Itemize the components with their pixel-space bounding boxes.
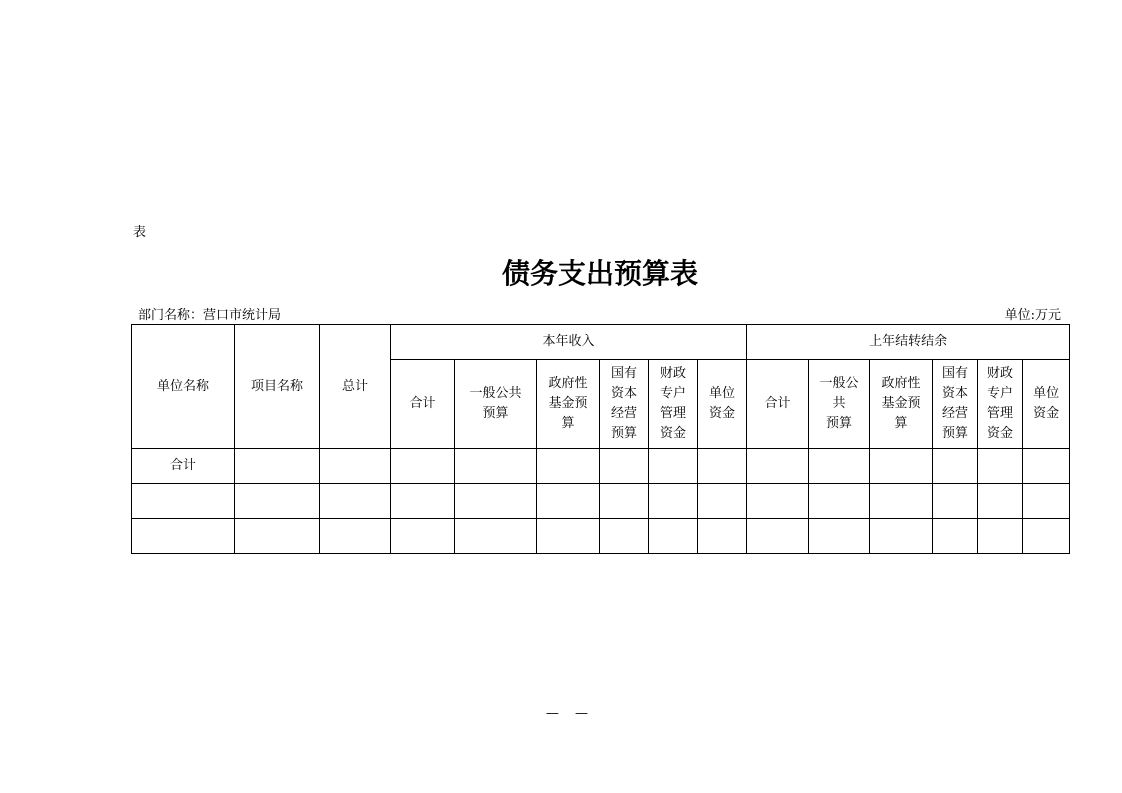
page-number-marker: — — [545,706,595,721]
table-cell [1023,519,1070,554]
table-cell [809,449,870,484]
table-cell [870,449,933,484]
sub-header-cell: 单位 资金 [698,360,747,449]
table-cell [1023,484,1070,519]
table-cell [320,519,391,554]
table-cell [698,519,747,554]
header-prior-year-carryover: 上年结转结余 [747,325,1070,360]
table-cell [809,519,870,554]
table-cell [537,519,600,554]
table-cell [235,484,320,519]
table-cell [698,449,747,484]
header-project-name: 项目名称 [235,325,320,449]
table-cell [649,484,698,519]
table-cell [978,449,1023,484]
unit-label: 单位:万元 [1004,308,1061,323]
table-cell [933,519,978,554]
sub-header-cell: 合计 [391,360,455,449]
table-cell [600,484,649,519]
table-cell [600,449,649,484]
table-cell [132,519,235,554]
page-title: 债务支出预算表 [501,257,698,290]
header-current-year-income: 本年收入 [391,325,747,360]
table-cell [455,519,537,554]
table-row [132,449,1070,484]
table-cell: 合计 [132,449,235,484]
table-cell [747,519,809,554]
table-cell [747,484,809,519]
table-cell [455,484,537,519]
table-cell [235,449,320,484]
table-cell [537,484,600,519]
table-cell [1023,449,1070,484]
table-cell [235,519,320,554]
table-cell [933,484,978,519]
sub-header-cell: 财政 专户 管理 资金 [649,360,698,449]
table-cell [870,519,933,554]
table-cell [698,484,747,519]
sub-header-cell: 一般公 共 预算 [809,360,870,449]
sub-header-cell: 政府性 基金预 算 [870,360,933,449]
corner-label: 表 [133,225,147,240]
table-cell [649,449,698,484]
sub-header-cell: 单位 资金 [1023,360,1070,449]
table-cell [933,449,978,484]
sub-header-cell: 国有 资本 经营 预算 [933,360,978,449]
table-cell [870,484,933,519]
table-cell [809,484,870,519]
table-cell [978,519,1023,554]
sub-header-cell: 一般公共 预算 [455,360,537,449]
table-cell [391,449,455,484]
header-unit-name: 单位名称 [132,325,235,449]
sub-header-cell: 财政 专户 管理 资金 [978,360,1023,449]
table-row [132,519,1070,554]
table-cell [600,519,649,554]
table-cell [455,449,537,484]
table-cell [320,449,391,484]
table-cell [320,484,391,519]
table-cell [537,449,600,484]
table-cell [747,449,809,484]
table-cell [391,484,455,519]
table-row [132,484,1070,519]
header-total: 总计 [320,325,391,449]
table-cell [649,519,698,554]
sub-header-cell: 合计 [747,360,809,449]
budget-table [131,324,1070,554]
table-cell [978,484,1023,519]
department-label: 部门名称：营口市统计局 [138,308,282,323]
table-cell [391,519,455,554]
sub-header-cell: 政府性 基金预 算 [537,360,600,449]
sub-header-cell: 国有 资本 经营 预算 [600,360,649,449]
table-cell [132,484,235,519]
